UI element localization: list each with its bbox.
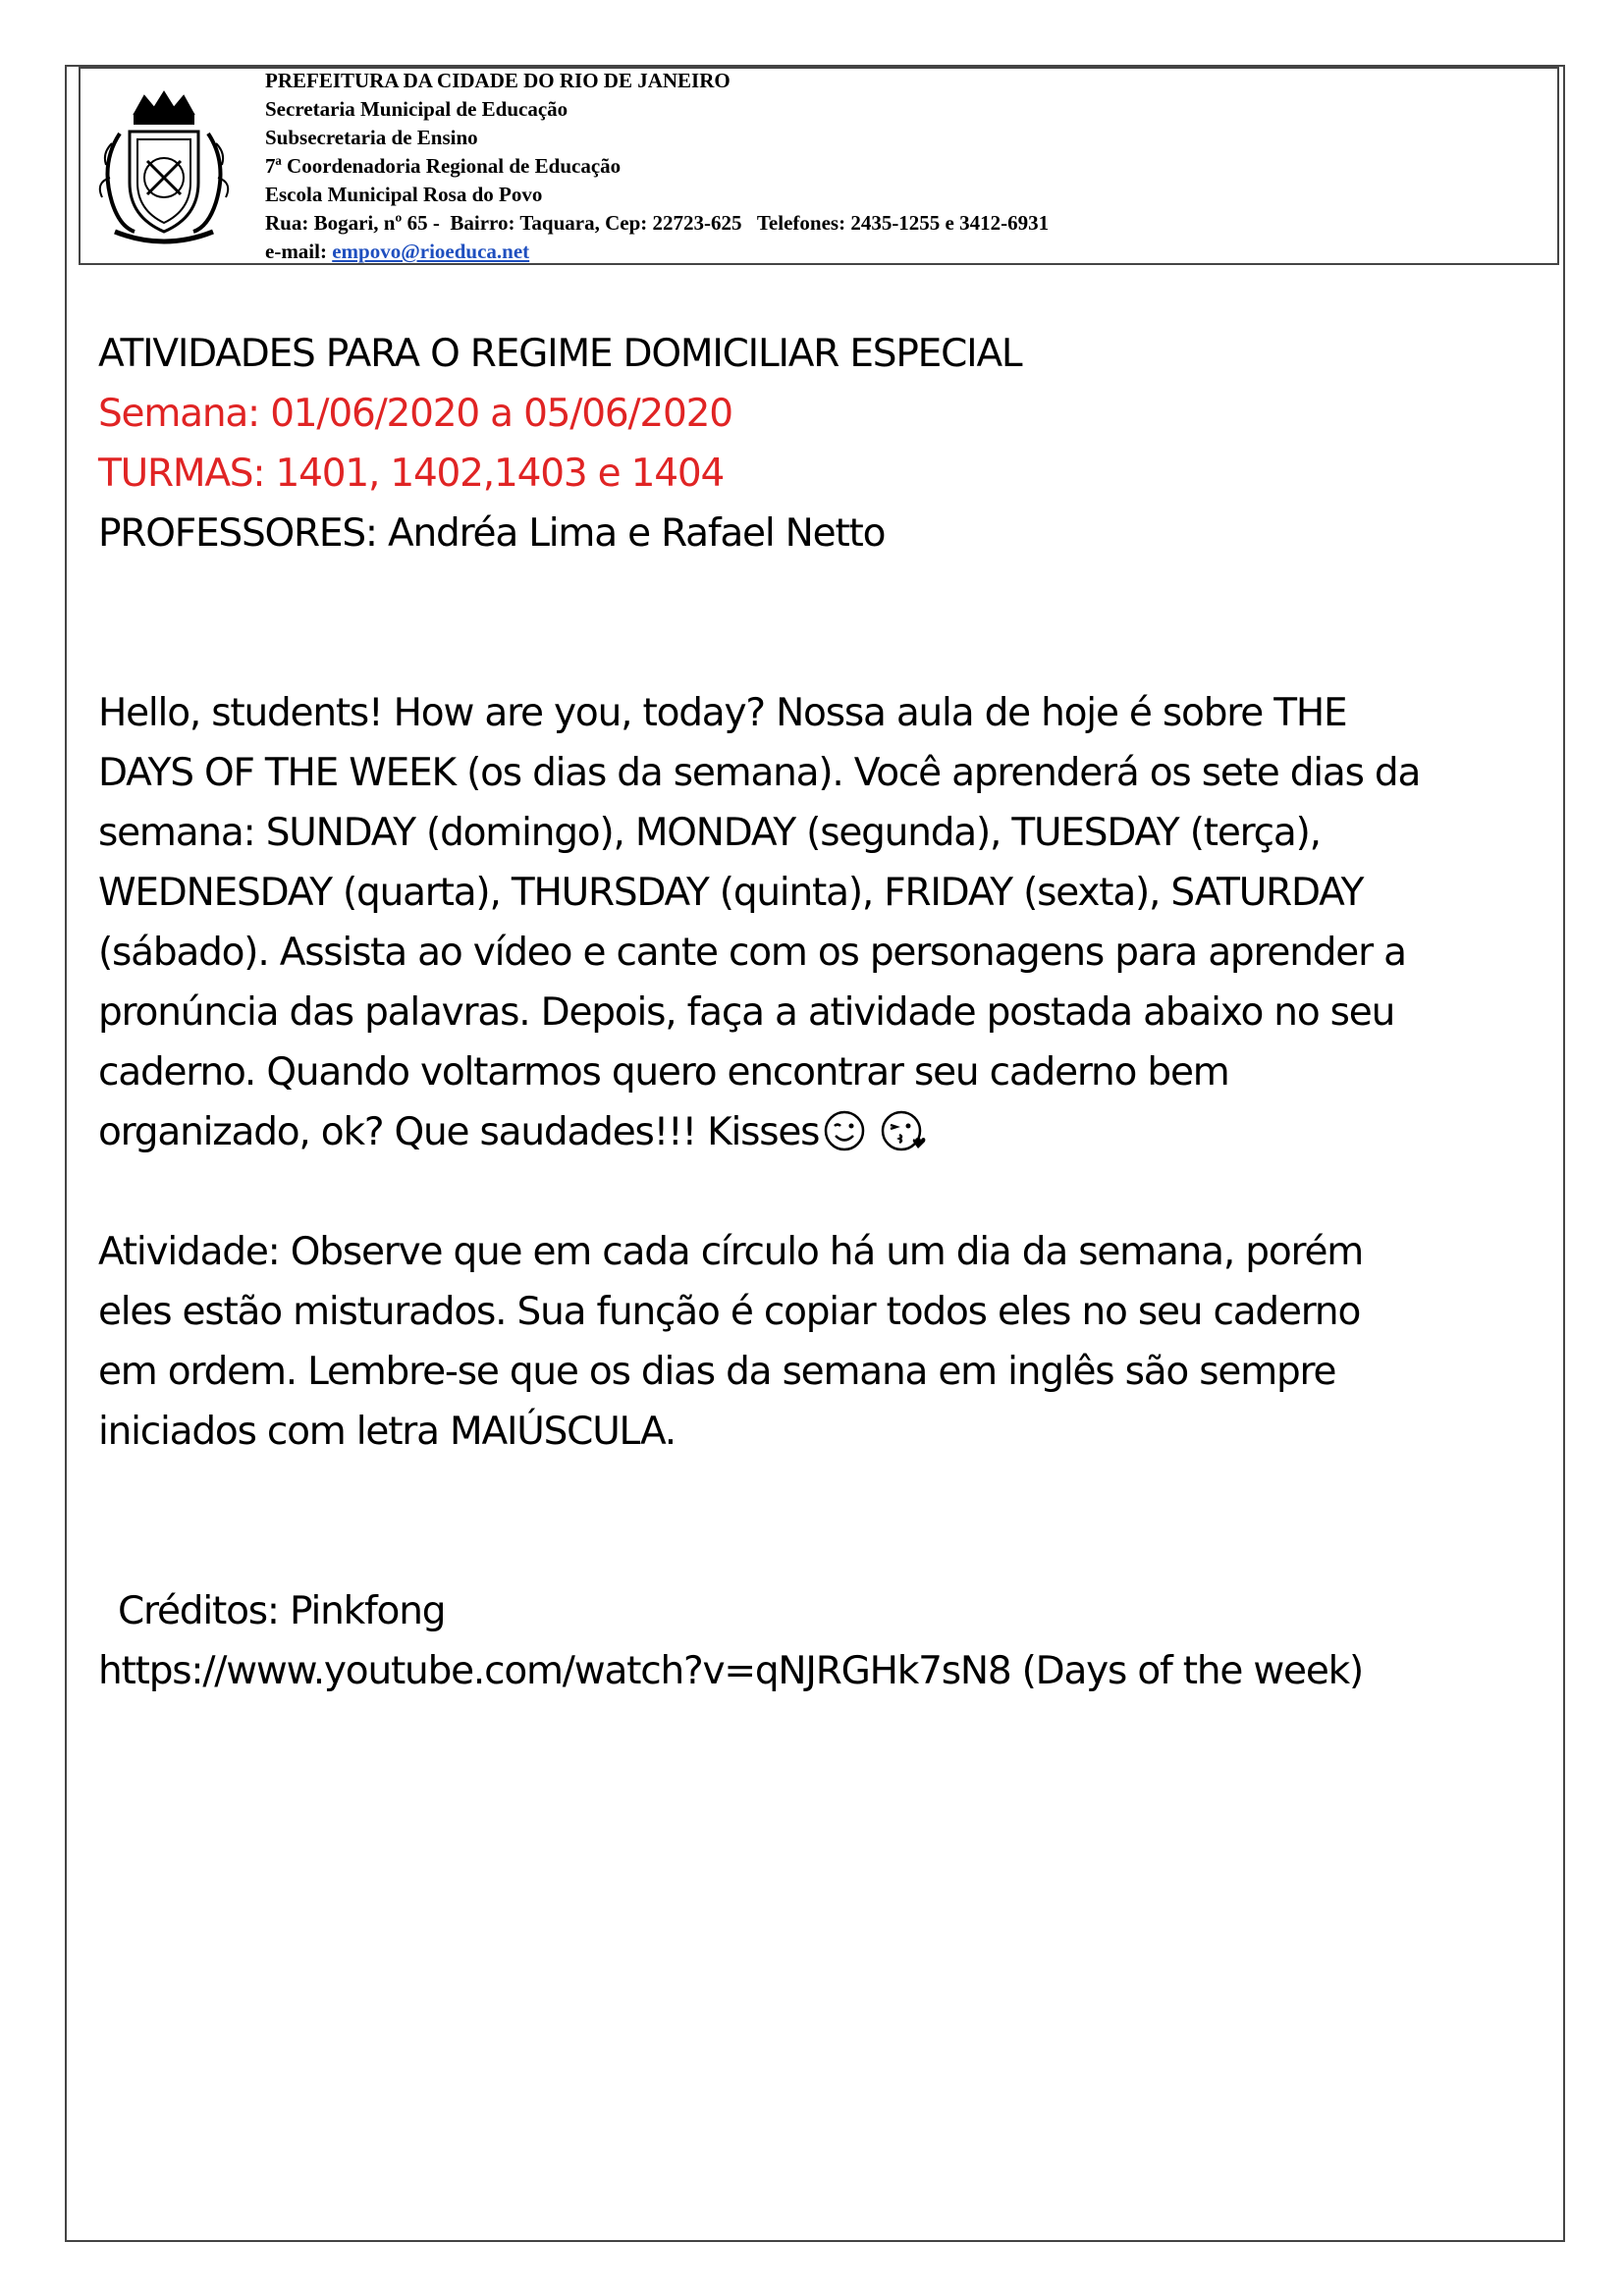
header-line-prefeitura: PREFEITURA DA CIDADE DO RIO DE JANEIRO [265, 69, 731, 92]
week-dates: Semana: 01/06/2020 a 05/06/2020 [98, 392, 732, 436]
activity-line: Atividade: Observe que em cada círculo há um dia da semana, porém [98, 1230, 1364, 1274]
header-line-email [265, 238, 1542, 266]
activity-title: ATIVIDADES PARA O REGIME DOMICILIAR ESPECIAL [98, 332, 1022, 376]
video-link[interactable]: https://www.youtube.com/watch?v=qNJRGHk7sN8 (Days of the week) [98, 1649, 1364, 1693]
winking-face-icon [823, 1109, 866, 1152]
teachers-line: PROFESSORES: Andréa Lima e Rafael Netto [98, 511, 886, 556]
email-label: e-mail: [265, 240, 333, 263]
intro-line: DAYS OF THE WEEK (os dias da semana). Você aprenderá os sete dias da [98, 751, 1421, 795]
class-list: TURMAS: 1401, 1402,1403 e 1404 [98, 452, 725, 496]
email-link[interactable]: empovo@rioeduca.net [332, 240, 530, 263]
intro-line: WEDNESDAY (quarta), THURSDAY (quinta), FRIDAY (sexta), SATURDAY [98, 871, 1364, 915]
document-body [98, 324, 1532, 1701]
intro-line-last [98, 1102, 1532, 1162]
activity-line: iniciados com letra MAIÚSCULA. [98, 1410, 676, 1454]
intro-paragraph [98, 683, 1532, 1162]
header-line-coordenadoria: 7ª Coordenadoria Regional de Educação [265, 154, 622, 178]
header-line-subsecretaria: Subsecretaria de Ensino [265, 126, 478, 149]
activity-line: eles estão misturados. Sua função é copiar todos eles no seu caderno [98, 1290, 1361, 1334]
header-line-escola: Escola Municipal Rosa do Povo [265, 183, 543, 206]
intro-line: (sábado). Assista ao vídeo e cante com os personagens para aprender a [98, 931, 1406, 975]
intro-line: caderno. Quando voltarmos quero encontrar seu caderno bem [98, 1050, 1229, 1095]
city-coat-of-arms-icon [90, 84, 238, 251]
intro-line: pronúncia das palavras. Depois, faça a atividade postada abaixo no seu [98, 990, 1395, 1035]
header-line-address: Rua: Bogari, nº 65 - Bairro: Taquara, Cep: 22723-625 Telefones: 2435-1255 e 3412-6931 [265, 211, 1050, 235]
header-line-secretaria: Secretaria Municipal de Educação [265, 97, 568, 121]
letterhead-text [265, 67, 1542, 266]
activity-line: em ordem. Lembre-se que os dias da semana em inglês são sempre [98, 1350, 1336, 1394]
kissing-face-heart-icon [880, 1109, 927, 1152]
intro-line-text: organizado, ok? Que saudades!!! Kisses [98, 1110, 820, 1154]
credits-line: Créditos: Pinkfong [118, 1589, 446, 1633]
intro-line: Hello, students! How are you, today? Nossa aula de hoje é sobre THE [98, 691, 1347, 735]
intro-line: semana: SUNDAY (domingo), MONDAY (segunda), TUESDAY (terça), [98, 811, 1321, 855]
activity-paragraph [98, 1222, 1532, 1462]
